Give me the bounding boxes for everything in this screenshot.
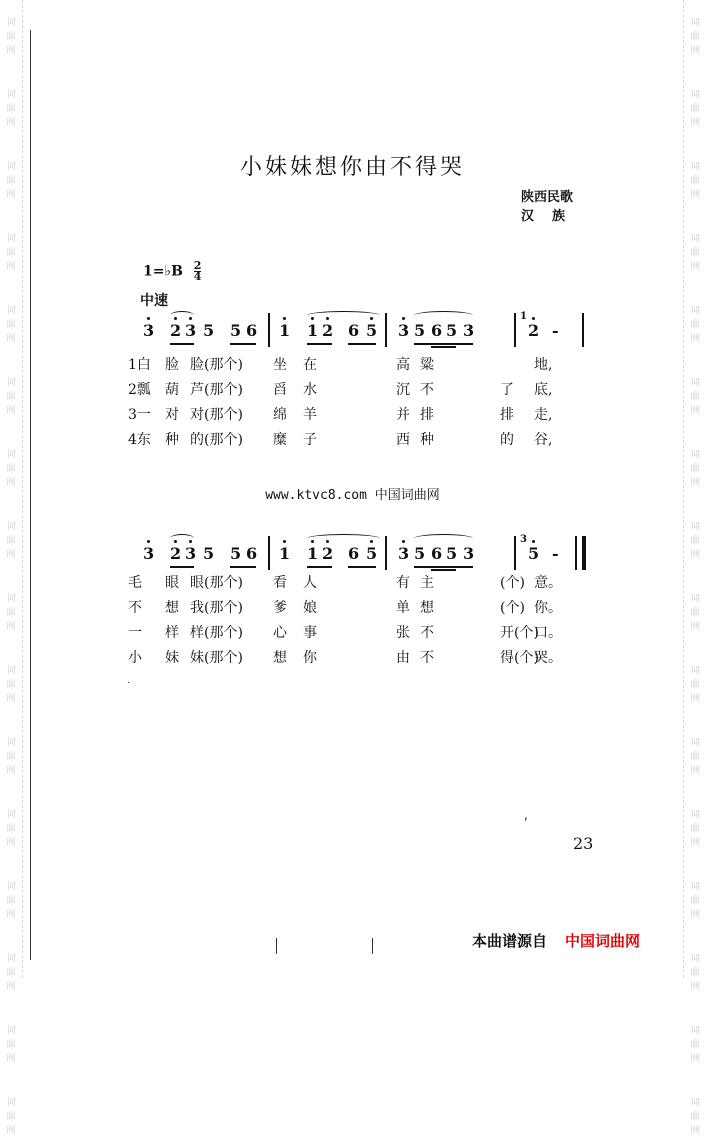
high-octave-dot: [147, 540, 150, 543]
watermark-char: 曲: [690, 896, 700, 906]
lyric-line: [120, 647, 560, 665]
watermark-char: 网: [690, 1054, 700, 1064]
watermark-char: 曲: [690, 32, 700, 42]
watermark-char: 词: [6, 666, 16, 676]
watermark-char: 词: [6, 882, 16, 892]
lyric-word: 地,: [534, 357, 553, 373]
notation-note: 1: [279, 544, 291, 563]
watermark-char: 网: [6, 694, 16, 704]
watermark-char: 曲: [6, 824, 16, 834]
watermark-group: [6, 304, 15, 346]
watermark-char: 词: [6, 162, 16, 172]
watermark-char: 词: [690, 594, 700, 604]
watermark-char: 词: [6, 90, 16, 100]
watermark-char: 词: [6, 234, 16, 244]
source-region: 陕西民歌: [521, 190, 574, 205]
watermark-char: 曲: [6, 1040, 16, 1050]
lyric-line: [120, 379, 560, 397]
lyric-word: 走,: [534, 407, 553, 423]
notation-note: 3: [398, 544, 410, 563]
notation-note: 5: [446, 544, 458, 563]
watermark-char: 曲: [6, 1112, 16, 1122]
source-ethnicity: 汉族: [521, 209, 584, 224]
lyric-word: 脸(那个): [190, 357, 243, 373]
watermark-group: [6, 736, 15, 778]
lyric-word: 绵: [273, 407, 287, 423]
slur-arc: [170, 534, 194, 543]
watermark-group: [690, 232, 699, 274]
watermark-group: [690, 1024, 699, 1066]
watermark-char: 词: [690, 234, 700, 244]
song-source: [521, 188, 583, 226]
bar-line: [582, 536, 586, 570]
watermark-char: 曲: [6, 608, 16, 618]
lyric-word: 样: [165, 625, 179, 641]
watermark-char: 曲: [690, 464, 700, 474]
watermark-group: [6, 880, 15, 922]
notation-note: 3: [463, 321, 475, 340]
footer-text: 本曲谱源自: [472, 932, 548, 950]
watermark-char: 曲: [690, 968, 700, 978]
notation-note: 6: [431, 544, 443, 563]
lyric-word: 小: [128, 650, 142, 666]
lyric-word: (个): [500, 575, 525, 591]
eighth-note-beam: [414, 343, 473, 345]
lyric-word: 子: [303, 432, 317, 448]
watermark-char: 词: [690, 162, 700, 172]
high-octave-dot: [402, 540, 405, 543]
eighth-note-beam: [170, 343, 194, 345]
notation-note: 6: [348, 544, 360, 563]
watermark-char: 网: [690, 694, 700, 704]
lyric-word: 葫: [165, 382, 179, 398]
lyric-word: 种: [165, 432, 179, 448]
watermark-char: 网: [6, 766, 16, 776]
lyric-word: 想: [420, 600, 434, 616]
watermark-char: 词: [6, 306, 16, 316]
footer-brand: 中国词曲网: [565, 932, 641, 950]
watermark-char: 词: [6, 810, 16, 820]
watermark-char: 网: [690, 766, 700, 776]
notation-note: -: [552, 321, 559, 340]
lyric-word: 不: [420, 650, 434, 666]
bar-line: [514, 536, 516, 570]
watermark-char: 词: [690, 378, 700, 388]
lyric-word: 哭。: [534, 650, 562, 666]
watermark-char: 词: [690, 18, 700, 28]
slur-arc: [170, 311, 194, 320]
watermark-char: 词: [6, 594, 16, 604]
watermark-group: [690, 952, 699, 994]
watermark-char: 曲: [6, 176, 16, 186]
watermark-char: 曲: [6, 104, 16, 114]
watermark-group: [6, 808, 15, 850]
watermark-char: 网: [690, 262, 700, 272]
watermark-char: 网: [690, 982, 700, 992]
watermark-group: [690, 16, 699, 58]
watermark-char: 词: [690, 450, 700, 460]
page-number: 23: [573, 834, 594, 853]
watermark-char: 网: [690, 838, 700, 848]
notation-note: 2: [322, 544, 334, 563]
notation-note: 1: [307, 321, 319, 340]
lyric-word: 心: [273, 625, 287, 641]
watermark-char: 词: [6, 1098, 16, 1108]
watermark-char: 网: [690, 1126, 700, 1136]
notation-note: 3: [143, 544, 155, 563]
watermark-group: [690, 736, 699, 778]
watermark-group: [6, 952, 15, 994]
notation-note: 5: [414, 544, 426, 563]
watermark-group: [690, 664, 699, 706]
watermark-char: 曲: [6, 536, 16, 546]
watermark-char: 网: [6, 118, 16, 128]
watermark-char: 曲: [690, 824, 700, 834]
lyric-word: 开(个): [500, 625, 539, 641]
lyric-word: 4东: [128, 432, 151, 448]
lyric-word: 并: [396, 407, 410, 423]
lyric-word: 主: [420, 575, 434, 591]
lyric-word: 眼(那个): [190, 575, 243, 591]
slur-arc: [414, 534, 473, 543]
lyric-word: 种: [420, 432, 434, 448]
watermark-char: 词: [690, 522, 700, 532]
notation-note: 3: [463, 544, 475, 563]
watermark-char: 曲: [690, 608, 700, 618]
watermark-char: 词: [690, 810, 700, 820]
eighth-note-beam: [431, 346, 456, 348]
watermark-char: 词: [6, 378, 16, 388]
lyric-word: 对: [165, 407, 179, 423]
lyric-word: 3一: [128, 407, 151, 423]
watermark-char: 网: [6, 46, 16, 56]
lyric-line: [120, 354, 560, 372]
watermark-char: 网: [690, 190, 700, 200]
watermark-char: 词: [690, 1026, 700, 1036]
lyric-word: 娘: [303, 600, 317, 616]
high-octave-dot: [532, 540, 535, 543]
notation-note: 5: [230, 544, 242, 563]
watermark-char: 网: [690, 118, 700, 128]
lyric-word: 羊: [303, 407, 317, 423]
watermark-group: [6, 592, 15, 634]
lyric-word: 毛: [128, 575, 142, 591]
watermark-char: 曲: [6, 320, 16, 330]
bar-line: [575, 536, 577, 570]
lyric-word: 张: [396, 625, 410, 641]
lyric-word: 一: [128, 625, 142, 641]
watermark-group: [6, 1096, 15, 1138]
watermark-char: 网: [6, 190, 16, 200]
notation-note: 1: [279, 321, 291, 340]
lyric-word: 你: [303, 650, 317, 666]
notation-line-1: [130, 313, 600, 347]
lyric-line: [120, 622, 560, 640]
lyric-word: 坐: [273, 357, 287, 373]
high-octave-dot: [532, 317, 535, 320]
watermark-group: [6, 1024, 15, 1066]
watermark-char: 网: [6, 982, 16, 992]
watermark-group: [690, 1096, 699, 1138]
grace-note: 1: [520, 311, 527, 322]
watermark-char: 网: [6, 334, 16, 344]
eighth-note-beam: [431, 569, 456, 571]
song-title: 小妹妹想你由不得哭: [239, 155, 465, 180]
lyric-word: 得(个): [500, 650, 539, 666]
notation-note: -: [552, 544, 559, 563]
lyric-word: 单: [396, 600, 410, 616]
lyric-word: 事: [303, 625, 317, 641]
watermark-char: 词: [690, 666, 700, 676]
notation-note: 2: [170, 321, 182, 340]
notation-note: 3: [143, 321, 155, 340]
watermark-char: 曲: [6, 248, 16, 258]
watermark-char: 曲: [6, 680, 16, 690]
lyric-word: 你。: [534, 600, 562, 616]
watermark-char: 网: [690, 622, 700, 632]
lyric-word: 妹: [165, 650, 179, 666]
lyric-line: [120, 404, 560, 422]
lyric-word: 沉: [396, 382, 410, 398]
bottom-tick-left: [276, 938, 277, 954]
watermark-group: [6, 376, 15, 418]
lyric-word: 排: [500, 407, 514, 423]
stray-mark: [128, 682, 129, 683]
slur-arc: [307, 311, 380, 320]
watermark-char: 词: [690, 90, 700, 100]
watermark-char: 曲: [6, 968, 16, 978]
eighth-note-beam: [307, 566, 332, 568]
lyric-word: 糜: [273, 432, 287, 448]
website-url: www.ktvc8.com 中国词曲网: [265, 488, 440, 503]
grace-note: 3: [520, 534, 527, 545]
lyric-word: 看: [273, 575, 287, 591]
lyric-word: 对(那个): [190, 407, 243, 423]
bar-line: [582, 313, 584, 347]
lyric-word: 想: [273, 650, 287, 666]
eighth-note-beam: [230, 566, 256, 568]
notation-note: 6: [246, 544, 258, 563]
eighth-note-beam: [414, 566, 473, 568]
lyric-word: 高: [396, 357, 410, 373]
watermark-char: 词: [6, 18, 16, 28]
watermark-char: 网: [6, 550, 16, 560]
bar-line: [268, 536, 270, 570]
watermark-group: [690, 88, 699, 130]
lyric-word: 舀: [273, 382, 287, 398]
bar-line: [514, 313, 516, 347]
watermark-group: [690, 592, 699, 634]
watermark-char: 曲: [690, 320, 700, 330]
lyric-word: 1白: [128, 357, 151, 373]
watermark-char: 词: [690, 306, 700, 316]
notation-note: 2: [322, 321, 334, 340]
watermark-group: [690, 304, 699, 346]
watermark-char: 曲: [690, 248, 700, 258]
watermark-char: 网: [690, 334, 700, 344]
lyric-word: 不: [420, 625, 434, 641]
bar-line: [268, 313, 270, 347]
watermark-char: 曲: [690, 392, 700, 402]
lyric-word: 的(那个): [190, 432, 243, 448]
notation-note: 6: [246, 321, 258, 340]
watermark-char: 网: [690, 478, 700, 488]
watermark-char: 网: [6, 910, 16, 920]
high-octave-dot: [283, 317, 286, 320]
notation-note: 5: [203, 544, 215, 563]
lyric-word: 不: [128, 600, 142, 616]
key-value: 1=♭B: [143, 263, 183, 280]
notation-note: 2: [170, 544, 182, 563]
notation-note: 3: [398, 321, 410, 340]
watermark-char: 曲: [690, 680, 700, 690]
lyric-word: 我(那个): [190, 600, 243, 616]
lyric-line: [120, 597, 560, 615]
lyric-word: 水: [303, 382, 317, 398]
stray-comma: ,: [524, 808, 528, 822]
watermark-group: [6, 664, 15, 706]
footer-credit: [472, 930, 640, 951]
lyric-word: 由: [396, 650, 410, 666]
slur-arc: [307, 534, 380, 543]
watermark-group: [690, 520, 699, 562]
watermark-group: [6, 520, 15, 562]
watermark-char: 曲: [6, 464, 16, 474]
watermark-char: 曲: [690, 752, 700, 762]
notation-note: 1: [307, 544, 319, 563]
watermark-char: 曲: [690, 536, 700, 546]
watermark-group: [690, 376, 699, 418]
lyric-word: 有: [396, 575, 410, 591]
lyric-word: 谷,: [534, 432, 553, 448]
watermark-char: 网: [6, 838, 16, 848]
lyric-line: [120, 429, 560, 447]
lyric-word: 妹(那个): [190, 650, 243, 666]
watermark-char: 曲: [690, 1112, 700, 1122]
notation-note: 5: [366, 544, 378, 563]
notation-note: 5: [203, 321, 215, 340]
watermark-char: 词: [690, 882, 700, 892]
watermark-char: 网: [6, 1126, 16, 1136]
watermark-char: 网: [690, 406, 700, 416]
notation-note: 5: [528, 544, 540, 563]
bar-line: [385, 536, 387, 570]
lyric-word: 想: [165, 600, 179, 616]
watermark-group: [690, 880, 699, 922]
lyric-word: 2瓢: [128, 382, 151, 398]
lyric-word: 西: [396, 432, 410, 448]
watermark-char: 曲: [6, 392, 16, 402]
watermark-group: [6, 88, 15, 130]
lyric-word: 样(那个): [190, 625, 243, 641]
time-sig-bottom: 4: [193, 270, 202, 283]
watermark-char: 曲: [6, 32, 16, 42]
watermark-char: 曲: [6, 752, 16, 762]
eighth-note-beam: [170, 566, 194, 568]
notation-note: 2: [528, 321, 540, 340]
bar-line: [385, 313, 387, 347]
watermark-char: 词: [690, 954, 700, 964]
notation-note: 5: [230, 321, 242, 340]
lyric-word: 爹: [273, 600, 287, 616]
notation-line-2: [130, 536, 600, 570]
notation-note: 6: [431, 321, 443, 340]
lyric-word: 眼: [165, 575, 179, 591]
watermark-char: 网: [690, 550, 700, 560]
watermark-group: [6, 16, 15, 58]
watermark-char: 词: [6, 738, 16, 748]
watermark-char: 网: [690, 46, 700, 56]
watermark-char: 词: [6, 522, 16, 532]
watermark-char: 网: [6, 1054, 16, 1064]
watermark-char: 词: [690, 738, 700, 748]
watermark-char: 曲: [690, 176, 700, 186]
eighth-note-beam: [348, 566, 376, 568]
watermark-char: 曲: [690, 1040, 700, 1050]
watermark-char: 网: [690, 910, 700, 920]
eighth-note-beam: [348, 343, 376, 345]
eighth-note-beam: [230, 343, 256, 345]
watermark-char: 曲: [6, 896, 16, 906]
lyric-word: 脸: [165, 357, 179, 373]
notation-note: 5: [366, 321, 378, 340]
lyric-word: 不: [420, 382, 434, 398]
lyric-word: 粱: [420, 357, 434, 373]
watermark-char: 词: [6, 1026, 16, 1036]
lyric-word: 底,: [534, 382, 553, 398]
notation-note: 3: [185, 321, 197, 340]
bottom-tick-right: [372, 938, 373, 954]
time-sig-top: 2: [193, 259, 202, 272]
high-octave-dot: [147, 317, 150, 320]
notation-note: 6: [348, 321, 360, 340]
high-octave-dot: [283, 540, 286, 543]
notation-note: 3: [185, 544, 197, 563]
notation-note: 5: [446, 321, 458, 340]
time-signature: [194, 261, 202, 282]
watermark-char: 网: [6, 478, 16, 488]
watermark-char: 网: [6, 406, 16, 416]
lyric-word: 意。: [534, 575, 562, 591]
notation-note: 5: [414, 321, 426, 340]
eighth-note-beam: [307, 343, 332, 345]
lyric-word: 的: [500, 432, 514, 448]
high-octave-dot: [402, 317, 405, 320]
tempo-marking: 中速: [140, 293, 168, 309]
watermark-char: 曲: [690, 104, 700, 114]
lyric-word: 排: [420, 407, 434, 423]
lyric-line: [120, 572, 560, 590]
watermark-char: 词: [6, 954, 16, 964]
watermark-group: [6, 232, 15, 274]
lyric-word: 芦(那个): [190, 382, 243, 398]
watermark-char: 词: [690, 1098, 700, 1108]
lyric-word: 口。: [534, 625, 562, 641]
watermark-char: 网: [6, 622, 16, 632]
lyric-word: (个): [500, 600, 525, 616]
key-signature: [143, 261, 201, 282]
watermark-group: [690, 808, 699, 850]
lyric-word: 了: [500, 382, 514, 398]
lyric-word: 在: [303, 357, 317, 373]
watermark-char: 词: [6, 450, 16, 460]
slur-arc: [414, 311, 473, 320]
watermark-char: 网: [6, 262, 16, 272]
lyric-word: 人: [303, 575, 317, 591]
